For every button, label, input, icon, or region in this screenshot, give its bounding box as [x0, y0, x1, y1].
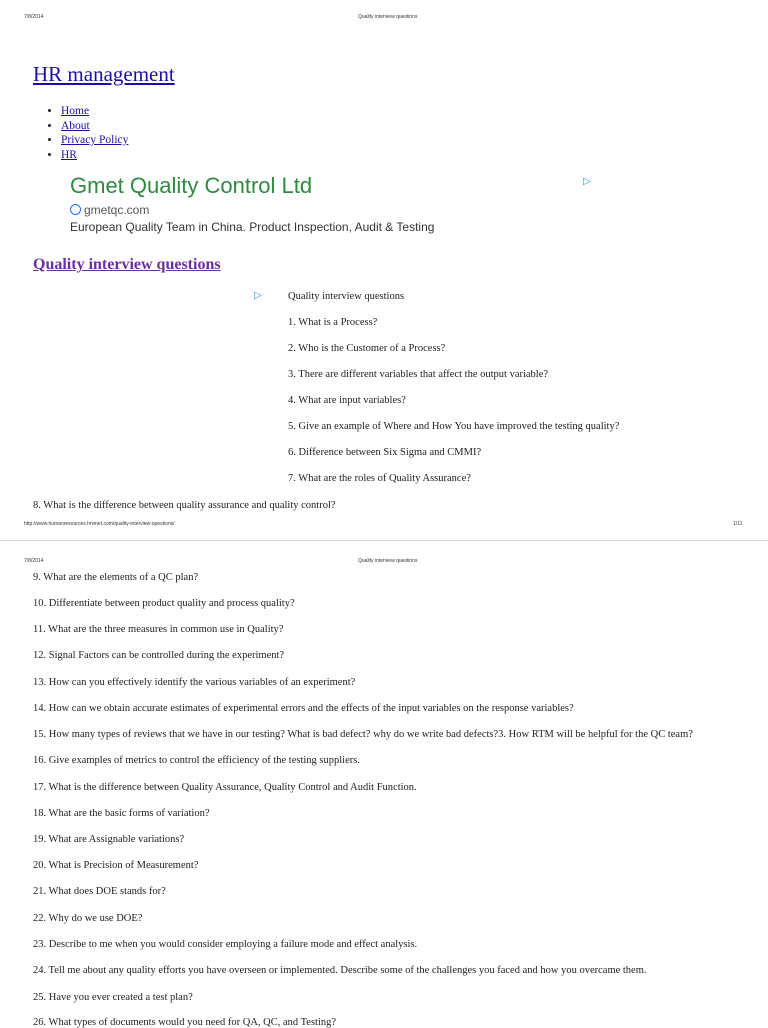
question-item: 22. Why do we use DOE?	[33, 913, 143, 924]
question-item: 8. What is the difference between quality assurance and quality control?	[33, 500, 336, 511]
question-item: 17. What is the difference between Quality Assurance, Quality Control and Audit Function.	[33, 782, 417, 793]
nav-link-privacy-policy[interactable]: Privacy Policy	[61, 134, 129, 146]
nav-item-hr	[61, 148, 128, 163]
question-item: 18. What are the basic forms of variation?	[33, 808, 210, 819]
adchoices-icon[interactable]: ▷	[583, 176, 591, 187]
adchoices-icon-2[interactable]: ▷	[254, 290, 262, 301]
question-item: 25. Have you ever created a test plan?	[33, 992, 193, 1003]
print-date: 7/8/2014	[24, 14, 44, 20]
question-item: 24. Tell me about any quality efforts you have overseen or implemented. Describe some of the challenges you faced and how you overcame them.	[33, 965, 647, 976]
question-item: 2. Who is the Customer of a Process?	[288, 343, 446, 354]
question-item: 1. What is a Process?	[288, 317, 378, 328]
nav-item-privacy	[61, 133, 128, 148]
site-title[interactable]: HR management	[33, 62, 175, 86]
question-item: 19. What are Assignable variations?	[33, 834, 185, 845]
question-item: 9. What are the elements of a QC plan?	[33, 572, 199, 583]
ad-title[interactable]: Gmet Quality Control Ltd	[70, 173, 313, 198]
nav-link-hr[interactable]: HR	[61, 148, 77, 161]
print-doc-title: Quality interview questions	[358, 14, 418, 20]
article-heading[interactable]: Quality interview questions	[33, 256, 221, 273]
question-item: 13. How can you effectively identify the various variables of an experiment?	[33, 677, 356, 688]
article-intro: Quality interview questions	[288, 291, 405, 302]
ad-url-row[interactable]	[70, 203, 149, 217]
question-item: 6. Difference between Six Sigma and CMMI?	[288, 447, 482, 458]
question-item: 14. How can we obtain accurate estimates of experimental errors and the effects of the input variables on the response variables?	[33, 703, 574, 714]
print-footer-url: http://www.humanresources.hrvinet.com/quality-interview-questions/	[24, 521, 175, 527]
print-date-page2: 7/8/2014	[24, 558, 44, 564]
question-item: 20. What is Precision of Measurement?	[33, 860, 199, 871]
nav-link-home[interactable]: Home	[61, 105, 90, 117]
ad-description: European Quality Team in China. Product Inspection, Audit & Testing	[70, 220, 435, 234]
page-break	[0, 540, 768, 541]
question-item: 7. What are the roles of Quality Assurance?	[288, 473, 471, 484]
main-nav	[42, 104, 128, 162]
question-item: 3. There are different variables that affect the output variable?	[288, 369, 549, 380]
question-item: 11. What are the three measures in common use in Quality?	[33, 624, 284, 635]
question-item: 10. Differentiate between product quality and process quality?	[33, 598, 295, 609]
question-item: 15. How many types of reviews that we have in our testing? What is bad defect? why do we write bad defects?3. How RTM will be helpful for the QC team?	[33, 729, 693, 740]
question-item: 12. Signal Factors can be controlled during the experiment?	[33, 650, 285, 661]
nav-item-home	[61, 104, 128, 119]
nav-link-about[interactable]: About	[61, 119, 90, 132]
question-item: 21. What does DOE stands for?	[33, 886, 166, 897]
question-item: 4. What are input variables?	[288, 395, 406, 406]
question-item: 23. Describe to me when you would consider employing a failure mode and effect analysis.	[33, 939, 418, 950]
question-item: 5. Give an example of Where and How You have improved the testing quality?	[288, 421, 620, 432]
print-doc-title-page2: Quality interview questions	[358, 558, 418, 564]
print-footer-page: 1/11	[733, 521, 743, 527]
question-item: 26. What types of documents would you need for QA, QC, and Testing?	[33, 1017, 337, 1028]
ad-url[interactable]: gmetqc.com	[84, 203, 150, 217]
nav-item-about	[61, 119, 128, 134]
globe-icon	[70, 204, 81, 215]
question-item: 16. Give examples of metrics to control the efficiency of the testing suppliers.	[33, 755, 360, 766]
